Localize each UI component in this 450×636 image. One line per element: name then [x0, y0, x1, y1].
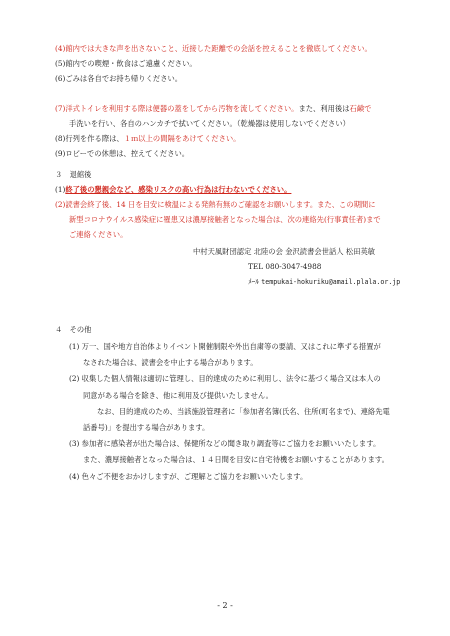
contact-phone: TEL 080-3047-4988	[248, 262, 322, 271]
rule-8-text-red: １ｍ以上の間隔をあけてください。	[123, 134, 241, 143]
section-4-line: (3) 参加者に感染者が出た場合は、保健所などの聞き取り調査等にご協力をお願いいたします。	[69, 439, 381, 449]
rule-6: (6)ごみは各自でお持ち帰りください。	[55, 74, 183, 83]
section-3-item-1-text: 終了後の懇親会など、感染リスクの高い行為は行わないでください。	[65, 185, 292, 194]
rule-7-line-2: 手洗いを行い、各自のハンカチで拭いてください。（乾燥器は使用しないでください）	[69, 119, 350, 128]
section-3-item-2-line-3: ご連絡ください。	[69, 230, 128, 239]
rule-9: (9)ロビーでの休憩は、控えてください。	[55, 149, 190, 158]
section-4-line: 話番号)」を提出する場合があります。	[83, 423, 210, 432]
section-4-line: (2) 収集した個人情報は適切に管理し、目的達成のために利用し、法令に基づく場合又は本人の	[69, 374, 381, 384]
rule-8	[55, 134, 240, 144]
contact-email-label: ﾒｰﾙ	[248, 277, 259, 286]
section-4-line: (1) 万一、国や地方自治体よりイベント開催制限や外出自粛等の要請、又はこれに準ずる措置が	[69, 342, 381, 351]
section-4-line: なされた場合は、読書会を中止する場合があります。	[83, 358, 258, 368]
rule-7-text-red: (7)洋式トイレを利用する際は便器の蓋をしてから汚物を流してください。	[55, 104, 299, 113]
section-4-line: なお、目的達成のため、当該施設管理者に「参加者名簿(氏名、住所(町名まで)、連絡先電	[97, 406, 390, 416]
section-4-heading: ４ その他	[55, 325, 92, 334]
section-3-heading: ３ 退館後	[55, 170, 92, 179]
contact-organization: 中村天風財団認定 北陸の会 金沢読書会世話人 松田英敏	[193, 247, 376, 256]
rule-7-text-red-2: 石鹸で	[349, 104, 372, 113]
section-4-line: 同意がある場合を除き、他に利用及び提供いたしません。	[83, 390, 273, 400]
contact-email: tempukai-hokuriku@amail.plala.or.jp	[261, 278, 401, 286]
section-4-line: (4) 色々ご不便をおかけしますが、ご理解とご協力をお願いいたします。	[69, 471, 308, 481]
rule-7-line-1	[55, 104, 371, 114]
item-number: (1)	[55, 185, 66, 194]
section-3-item-2-line-1: (2)読書会終了後、14 日を目安に検温による発熱有無のご確認をお願いします。また、この期間に	[55, 200, 376, 209]
rule-8-text: (8)行列を作る際は、	[55, 134, 124, 143]
section-3-item-2-line-2: 新型コロナウイルス感染症に罹患又は濃厚接触者となった場合は、次の連絡先(行事責任者)まで	[69, 215, 381, 224]
page-number: - 2 -	[217, 601, 233, 610]
section-4-line: また、濃厚接触者となった場合は、１４日間を目安に自宅待機をお願いすることがあります。	[83, 455, 389, 465]
rule-4: (4)館内では大きな声を出さないこと、近接した距離での会話を控えることを徹底してください。	[55, 44, 372, 53]
rule-7-text: また、利用後は	[298, 104, 350, 113]
contact-email-row	[248, 277, 400, 287]
rule-5: (5)館内での喫煙・飲食はご遠慮ください。	[55, 59, 197, 68]
section-3-item-1	[55, 185, 291, 195]
